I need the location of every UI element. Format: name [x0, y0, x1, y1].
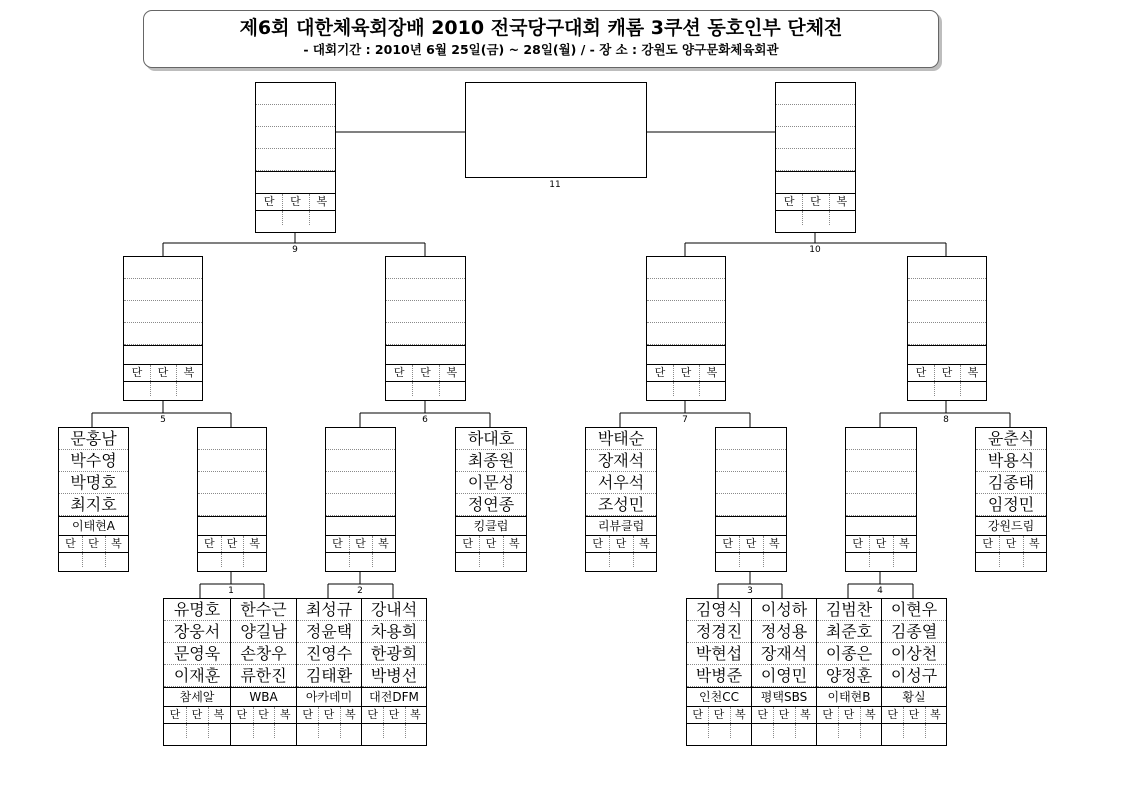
player-slot — [198, 494, 266, 516]
player-slot — [716, 494, 786, 516]
player-slot — [908, 301, 986, 323]
team-name: 이태현A — [59, 516, 128, 535]
player-slot — [716, 450, 786, 472]
score-label: 복 — [509, 537, 520, 550]
player-name: 최준호 — [817, 621, 881, 643]
score-label: 단 — [169, 708, 181, 721]
player-slot — [776, 83, 855, 105]
player-slot — [124, 257, 202, 279]
score-labels — [59, 535, 128, 552]
team-slot — [124, 345, 202, 364]
player-name: 한광희 — [362, 643, 426, 665]
score-cells — [456, 552, 526, 567]
team-name: 인천CC — [687, 687, 751, 706]
score-label: 단 — [355, 537, 366, 550]
score-label: 복 — [899, 537, 910, 550]
player-slot — [386, 257, 465, 279]
player-name: 이성하 — [752, 599, 816, 621]
player-slot — [326, 494, 395, 516]
score-cells — [752, 723, 816, 738]
team-slot — [716, 516, 786, 535]
score-label: 단 — [822, 708, 833, 721]
score-label: 단 — [982, 537, 993, 550]
team-slot — [198, 516, 266, 535]
score-cells — [846, 552, 916, 567]
score-label: 단 — [157, 366, 169, 379]
team-slot — [647, 345, 725, 364]
player-slot — [776, 105, 855, 127]
player-name: 이영민 — [752, 665, 816, 687]
player-name: 하대호 — [456, 428, 526, 450]
score-label: 단 — [131, 366, 143, 379]
team-name: 대전DFM — [362, 687, 426, 706]
player-name: 조성민 — [586, 494, 656, 516]
player-slot — [846, 472, 916, 494]
team-name: 평택SBS — [752, 687, 816, 706]
player-name: 최지호 — [59, 494, 128, 516]
player-slot — [256, 105, 335, 127]
team-card-leetaehyuna — [58, 427, 129, 572]
score-labels — [976, 535, 1046, 552]
score-labels — [687, 706, 751, 723]
player-name: 한수근 — [231, 599, 296, 621]
player-slot — [776, 127, 855, 149]
score-cells — [687, 723, 751, 738]
score-cells — [817, 723, 881, 738]
score-label: 단 — [654, 366, 666, 379]
player-slot — [908, 279, 986, 301]
match-number-2: 2 — [357, 586, 363, 596]
player-name: 이현우 — [882, 599, 946, 621]
score-label: 단 — [908, 708, 920, 721]
score-label: 복 — [769, 537, 780, 550]
player-name: 양정훈 — [817, 665, 881, 687]
team-name: 리뷰클럽 — [586, 516, 656, 535]
team-card-wba — [230, 598, 297, 746]
score-label: 단 — [263, 195, 275, 208]
score-label: 복 — [836, 195, 848, 208]
score-label: 단 — [236, 708, 248, 721]
player-slot — [846, 494, 916, 516]
score-label: 단 — [757, 708, 768, 721]
score-labels — [386, 364, 465, 381]
score-label: 단 — [615, 537, 627, 550]
score-cells — [882, 723, 946, 738]
player-name: 장재석 — [586, 450, 656, 472]
score-cells — [124, 381, 202, 396]
player-slot — [386, 323, 465, 345]
player-name: 박수영 — [59, 450, 128, 472]
team-slot — [256, 171, 335, 193]
team-card-daejeon — [361, 598, 427, 746]
player-slot — [647, 257, 725, 279]
player-name: 문홍남 — [59, 428, 128, 450]
player-name: 손창우 — [231, 643, 296, 665]
score-labels — [297, 706, 361, 723]
score-labels — [586, 535, 656, 552]
team-name: 아카데미 — [297, 687, 361, 706]
score-cells — [362, 723, 426, 738]
team-card-hwangsil — [881, 598, 947, 746]
final-match-box — [465, 82, 647, 178]
score-labels — [752, 706, 816, 723]
match-number-9: 9 — [292, 245, 298, 255]
score-labels — [846, 535, 916, 552]
winner-box-match-6 — [385, 256, 466, 401]
player-slot — [326, 428, 395, 450]
player-name: 이재훈 — [164, 665, 230, 687]
score-label: 단 — [887, 708, 898, 721]
score-labels — [882, 706, 946, 723]
score-label: 단 — [745, 537, 757, 550]
player-name: 서우석 — [586, 472, 656, 494]
player-slot — [846, 428, 916, 450]
player-name: 김영식 — [687, 599, 751, 621]
team-slot — [908, 345, 986, 364]
match-number-10: 10 — [809, 245, 821, 255]
team-card-chamsearl — [163, 598, 231, 746]
player-slot — [386, 279, 465, 301]
team-slot — [846, 516, 916, 535]
winner-box-match-10 — [775, 82, 856, 233]
team-card-incheon — [686, 598, 752, 746]
score-label: 단 — [783, 195, 795, 208]
score-label: 단 — [65, 537, 76, 550]
team-slot — [776, 171, 855, 193]
score-label: 단 — [852, 537, 863, 550]
player-name: 김범찬 — [817, 599, 881, 621]
player-name: 유명호 — [164, 599, 230, 621]
score-label: 단 — [258, 708, 269, 721]
player-name: 문영욱 — [164, 643, 230, 665]
player-name: 박용식 — [976, 450, 1046, 472]
player-slot — [124, 301, 202, 323]
match-number-4: 4 — [877, 586, 883, 596]
player-name: 이문성 — [456, 472, 526, 494]
score-label: 단 — [204, 537, 215, 550]
player-name: 박병준 — [687, 665, 751, 687]
player-slot — [124, 279, 202, 301]
player-slot — [716, 472, 786, 494]
player-name: 진영수 — [297, 643, 361, 665]
score-label: 단 — [722, 537, 733, 550]
score-label: 복 — [639, 537, 650, 550]
score-cells — [326, 552, 395, 567]
score-label: 단 — [843, 708, 855, 721]
player-name: 장재석 — [752, 643, 816, 665]
player-slot — [386, 301, 465, 323]
score-labels — [647, 364, 725, 381]
match-number-7: 7 — [682, 415, 688, 425]
score-label: 단 — [462, 537, 473, 550]
score-cells — [386, 381, 465, 396]
score-label: 복 — [800, 708, 811, 721]
score-cells — [976, 552, 1046, 567]
score-cells — [716, 552, 786, 567]
player-slot — [846, 450, 916, 472]
match-number-3: 3 — [747, 586, 753, 596]
player-name: 최성규 — [297, 599, 361, 621]
player-name: 박명호 — [59, 472, 128, 494]
player-name: 류한진 — [231, 665, 296, 687]
player-name: 임정민 — [976, 494, 1046, 516]
page-title: 제6회 대한체육회장배 2010 전국당구대회 캐롬 3쿠션 동호인부 단체전 — [239, 17, 843, 39]
score-cells — [256, 210, 335, 225]
score-label: 단 — [810, 195, 821, 208]
score-label: 단 — [332, 537, 343, 550]
team-name: 이태현B — [817, 687, 881, 706]
score-labels — [164, 706, 230, 723]
score-label: 복 — [378, 537, 389, 550]
score-label: 단 — [226, 537, 238, 550]
team-card-academy — [296, 598, 362, 746]
score-label: 복 — [249, 537, 260, 550]
team-card-leetaehyunb — [816, 598, 882, 746]
player-slot — [256, 149, 335, 171]
player-name: 정성용 — [752, 621, 816, 643]
score-cells — [908, 381, 986, 396]
score-cells — [59, 552, 128, 567]
winner-box-match-9 — [255, 82, 336, 233]
match-number-5: 5 — [160, 415, 166, 425]
score-label: 단 — [367, 708, 378, 721]
player-name: 강내석 — [362, 599, 426, 621]
score-labels — [231, 706, 296, 723]
score-label: 단 — [592, 537, 603, 550]
score-label: 단 — [393, 366, 405, 379]
player-name: 김종열 — [882, 621, 946, 643]
score-label: 복 — [279, 708, 291, 721]
score-label: 단 — [290, 195, 301, 208]
score-label: 단 — [680, 366, 692, 379]
player-name: 정연종 — [456, 494, 526, 516]
match-number-11: 11 — [549, 180, 561, 190]
score-label: 복 — [316, 195, 328, 208]
match-number-8: 8 — [943, 415, 949, 425]
score-labels — [456, 535, 526, 552]
player-name: 최종원 — [456, 450, 526, 472]
score-label: 단 — [485, 537, 497, 550]
player-slot — [124, 323, 202, 345]
team-name: 황실 — [882, 687, 946, 706]
score-label: 복 — [446, 366, 458, 379]
team-name: 참세알 — [164, 687, 230, 706]
score-label: 단 — [88, 537, 99, 550]
player-name: 김태환 — [297, 665, 361, 687]
score-label: 복 — [1029, 537, 1040, 550]
score-label: 단 — [713, 708, 725, 721]
score-label: 단 — [941, 366, 953, 379]
score-label: 단 — [323, 708, 335, 721]
team-name: 킹클럽 — [456, 516, 526, 535]
player-slot — [908, 257, 986, 279]
score-label: 복 — [865, 708, 876, 721]
team-slot — [326, 516, 395, 535]
player-name: 정경진 — [687, 621, 751, 643]
player-slot — [256, 127, 335, 149]
team-name: WBA — [231, 687, 296, 706]
score-label: 단 — [191, 708, 203, 721]
score-label: 복 — [930, 708, 941, 721]
score-labels — [198, 535, 266, 552]
player-slot — [647, 279, 725, 301]
score-label: 단 — [420, 366, 431, 379]
score-labels — [817, 706, 881, 723]
score-labels — [124, 364, 202, 381]
player-slot — [256, 83, 335, 105]
score-label: 단 — [692, 708, 703, 721]
player-name: 윤춘식 — [976, 428, 1046, 450]
player-name: 정윤택 — [297, 621, 361, 643]
player-slot — [647, 301, 725, 323]
team-card-review — [585, 427, 657, 572]
score-label: 복 — [345, 708, 356, 721]
player-slot — [198, 428, 266, 450]
score-labels — [256, 193, 335, 210]
score-label: 단 — [1005, 537, 1017, 550]
score-label: 복 — [213, 708, 225, 721]
winner-box-match-3 — [715, 427, 787, 572]
player-slot — [776, 149, 855, 171]
score-cells — [198, 552, 266, 567]
player-name: 장웅서 — [164, 621, 230, 643]
match-number-1: 1 — [228, 586, 234, 596]
winner-box-match-5 — [123, 256, 203, 401]
player-name: 이종은 — [817, 643, 881, 665]
score-label: 복 — [967, 366, 979, 379]
score-label: 복 — [706, 366, 718, 379]
score-labels — [362, 706, 426, 723]
match-number-6: 6 — [422, 415, 428, 425]
player-name: 이상천 — [882, 643, 946, 665]
score-label: 복 — [410, 708, 421, 721]
player-slot — [198, 450, 266, 472]
score-labels — [776, 193, 855, 210]
winner-box-match-2 — [325, 427, 396, 572]
score-label: 단 — [388, 708, 400, 721]
score-cells — [164, 723, 230, 738]
score-label: 복 — [111, 537, 122, 550]
team-card-gangwon — [975, 427, 1047, 572]
score-labels — [908, 364, 986, 381]
score-label: 복 — [183, 366, 195, 379]
team-card-pyeongtaek — [751, 598, 817, 746]
score-label: 단 — [302, 708, 313, 721]
winner-box-match-4 — [845, 427, 917, 572]
player-slot — [326, 450, 395, 472]
score-labels — [716, 535, 786, 552]
player-name: 박병선 — [362, 665, 426, 687]
score-cells — [297, 723, 361, 738]
event-info: - 대회기간 : 2010년 6월 25일(금) ~ 28일(월) / - 장 소 : 강원도 양구문화체육회관 — [303, 42, 779, 57]
player-slot — [908, 323, 986, 345]
team-name: 강원드림 — [976, 516, 1046, 535]
score-label: 복 — [735, 708, 746, 721]
player-name: 박태순 — [586, 428, 656, 450]
winner-box-match-8 — [907, 256, 987, 401]
score-cells — [776, 210, 855, 225]
winner-box-match-7 — [646, 256, 726, 401]
score-label: 단 — [915, 366, 927, 379]
player-slot — [198, 472, 266, 494]
score-label: 단 — [778, 708, 790, 721]
score-cells — [586, 552, 656, 567]
score-label: 단 — [875, 537, 887, 550]
team-slot — [386, 345, 465, 364]
player-name: 김종태 — [976, 472, 1046, 494]
score-cells — [647, 381, 725, 396]
team-card-kingclub — [455, 427, 527, 572]
player-slot — [716, 428, 786, 450]
player-slot — [326, 472, 395, 494]
player-name: 차용희 — [362, 621, 426, 643]
score-cells — [231, 723, 296, 738]
winner-box-match-1 — [197, 427, 267, 572]
player-slot — [647, 323, 725, 345]
player-name: 양길남 — [231, 621, 296, 643]
score-labels — [326, 535, 395, 552]
player-name: 박현섭 — [687, 643, 751, 665]
player-name: 이성구 — [882, 665, 946, 687]
